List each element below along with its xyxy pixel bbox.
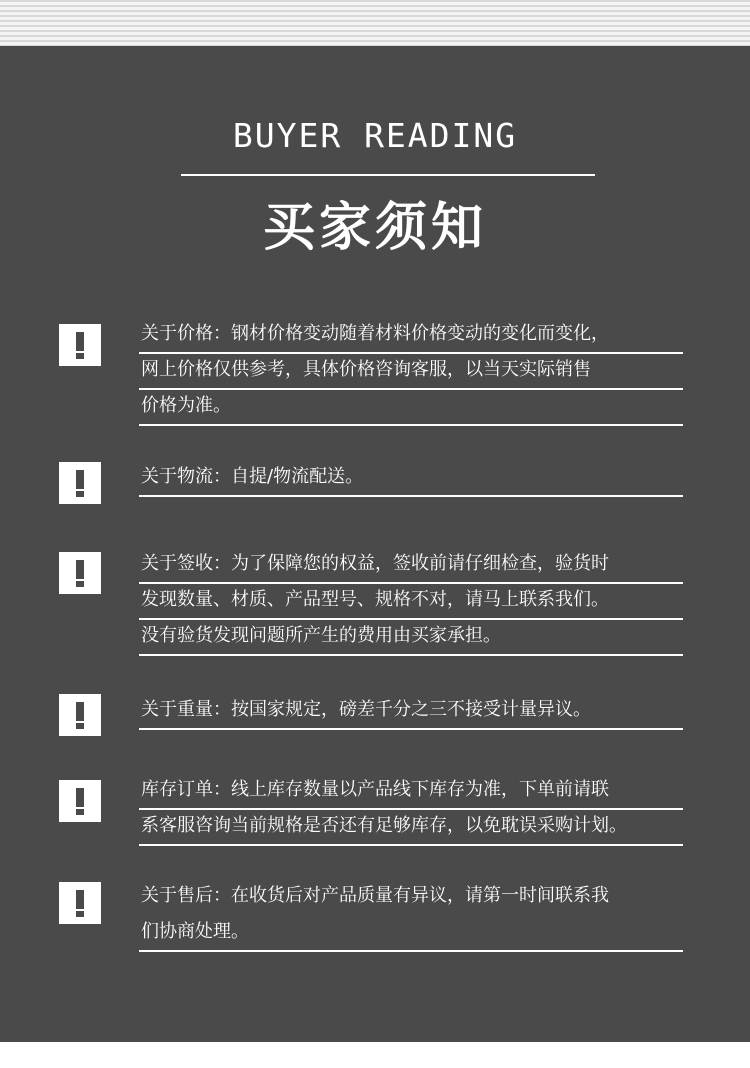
notice-text-receipt [139,548,699,656]
title-divider [181,174,595,176]
exclamation-icon [59,462,101,504]
title-chinese: 买家须知 [262,198,487,258]
exclamation-icon [59,780,101,822]
notice-line: 发现数量、材质、产品型号、规格不对，请马上联系我们。 [139,584,699,620]
notice-text-logistics [139,461,699,497]
notice-line: 价格为准。 [139,390,699,426]
exclamation-icon [59,324,101,366]
exclamation-icon [59,552,101,594]
header-stripes [0,0,750,46]
notice-line: 关于价格：钢材价格变动随着材料价格变动的变化而变化， [139,318,699,354]
notice-line: 网上价格仅供参考，具体价格咨询客服，以当天实际销售 [139,354,699,390]
notice-text-inventory [139,774,699,846]
notice-line: 没有验货发现问题所产生的费用由买家承担。 [139,620,699,656]
title-english: BUYER READING [232,116,518,155]
notice-line: 库存订单：线上库存数量以产品线下库存为准，下单前请联 [139,774,699,810]
notice-line: 关于重量：按国家规定，磅差千分之三不接受计量异议。 [139,694,699,730]
notice-text-price [139,318,699,426]
notice-line: 关于售后：在收货后对产品质量有异议，请第一时间联系我 [141,885,609,906]
exclamation-icon [59,882,101,924]
notice-text-after-sales [139,880,699,952]
notice-line: 们协商处理。 [139,916,699,952]
notice-line: 系客服咨询当前规格是否还有足够库存，以免耽误采购计划。 [139,810,699,846]
notice-line: 关于物流：自提/物流配送。 [139,461,699,497]
exclamation-icon [59,694,101,736]
notice-text-weight [139,694,699,730]
notice-line: 关于签收：为了保障您的权益，签收前请仔细检查，验货时 [139,548,699,584]
